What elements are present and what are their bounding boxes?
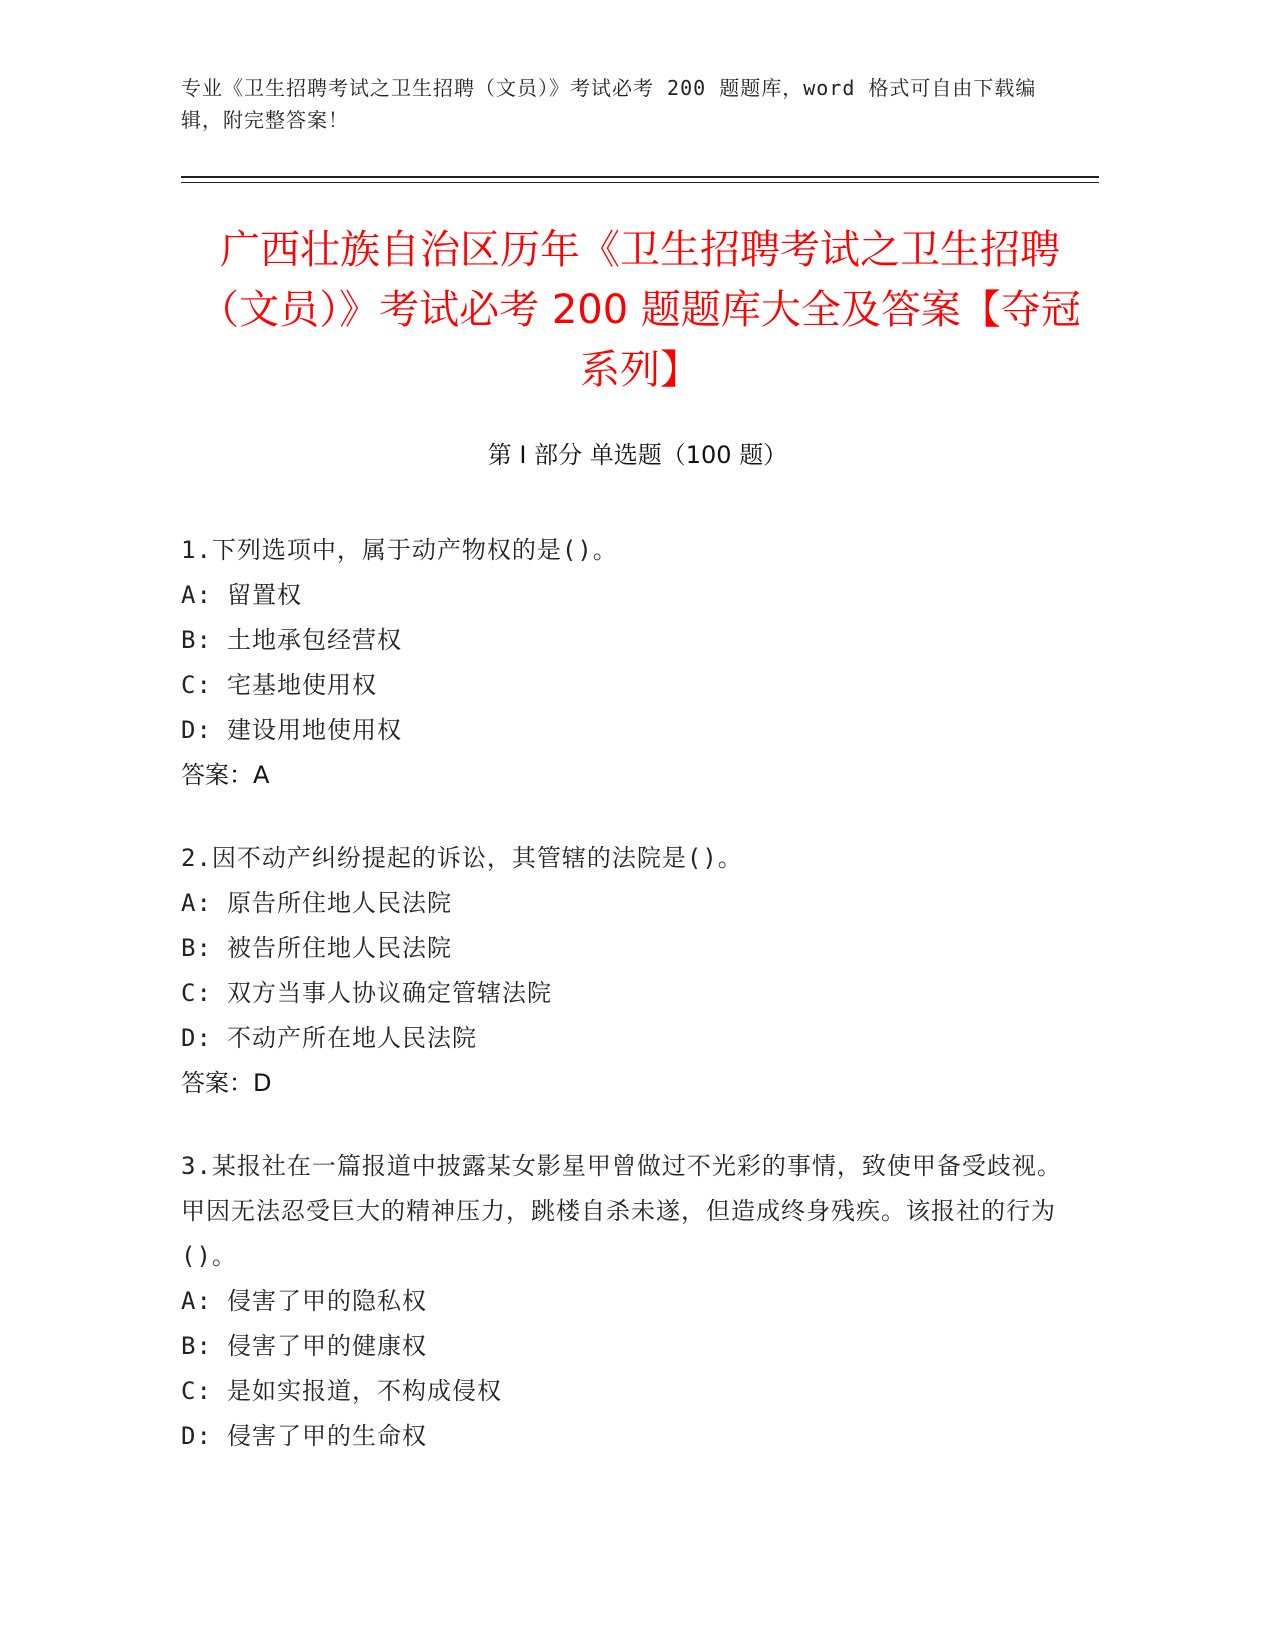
option-key: A: <box>181 1287 212 1315</box>
option-key: C: <box>181 671 212 699</box>
option-key: A: <box>181 889 212 917</box>
option-c <box>181 971 1081 1016</box>
option-key: D: <box>181 1422 212 1450</box>
question-stem: 1.下列选项中，属于动产物权的是()。 <box>181 536 618 564</box>
option-text: 原告所住地人民法院 <box>227 889 452 917</box>
question-1 <box>181 528 1081 798</box>
answer-line: 答案：A <box>181 761 270 789</box>
option-text: 土地承包经营权 <box>227 626 402 654</box>
option-key: D: <box>181 716 212 744</box>
option-text: 留置权 <box>227 581 302 609</box>
header-rule-thin <box>181 182 1099 183</box>
option-a <box>181 573 1081 618</box>
question-3 <box>181 1144 1081 1459</box>
option-d <box>181 1016 1081 1061</box>
document-title: 广西壮族自治区历年《卫生招聘考试之卫生招聘（文员）》考试必考 200 题题库大全及答案【夺冠系列】 <box>199 227 1081 393</box>
option-key: A: <box>181 581 212 609</box>
question-2 <box>181 836 1081 1106</box>
option-a <box>181 1279 1081 1324</box>
option-text: 侵害了甲的健康权 <box>227 1332 427 1360</box>
option-text: 侵害了甲的隐私权 <box>227 1287 427 1315</box>
option-c <box>181 663 1081 708</box>
option-key: D: <box>181 1024 212 1052</box>
option-key: C: <box>181 1377 212 1405</box>
option-b <box>181 1324 1081 1369</box>
option-text: 不动产所在地人民法院 <box>227 1024 477 1052</box>
option-text: 侵害了甲的生命权 <box>227 1422 427 1450</box>
option-key: C: <box>181 979 212 1007</box>
option-c <box>181 1369 1081 1414</box>
header-note: 专业《卫生招聘考试之卫生招聘（文员）》考试必考 200 题题库，word 格式可自由下载编辑，附完整答案！ <box>181 76 1037 132</box>
option-text: 是如实报道，不构成侵权 <box>227 1377 502 1405</box>
section-title: 第 I 部分 单选题（100 题） <box>487 441 788 469</box>
option-a <box>181 881 1081 926</box>
answer-line: 答案：D <box>181 1069 272 1097</box>
option-d <box>181 708 1081 753</box>
question-stem: 2.因不动产纠纷提起的诉讼，其管辖的法院是()。 <box>181 844 743 872</box>
option-text: 建设用地使用权 <box>227 716 402 744</box>
question-list <box>181 528 1081 1497</box>
option-b <box>181 926 1081 971</box>
header-rule-thick <box>181 176 1099 178</box>
option-d <box>181 1414 1081 1459</box>
option-text: 被告所住地人民法院 <box>227 934 452 962</box>
option-b <box>181 618 1081 663</box>
option-key: B: <box>181 626 212 654</box>
option-text: 宅基地使用权 <box>227 671 377 699</box>
option-key: B: <box>181 934 212 962</box>
option-text: 双方当事人协议确定管辖法院 <box>227 979 552 1007</box>
option-key: B: <box>181 1332 212 1360</box>
question-stem: 3.某报社在一篇报道中披露某女影星甲曾做过不光彩的事情，致使甲备受歧视。甲因无法忍受巨大的精神压力，跳楼自杀未遂，但造成终身残疾。该报社的行为()。 <box>181 1152 1062 1270</box>
